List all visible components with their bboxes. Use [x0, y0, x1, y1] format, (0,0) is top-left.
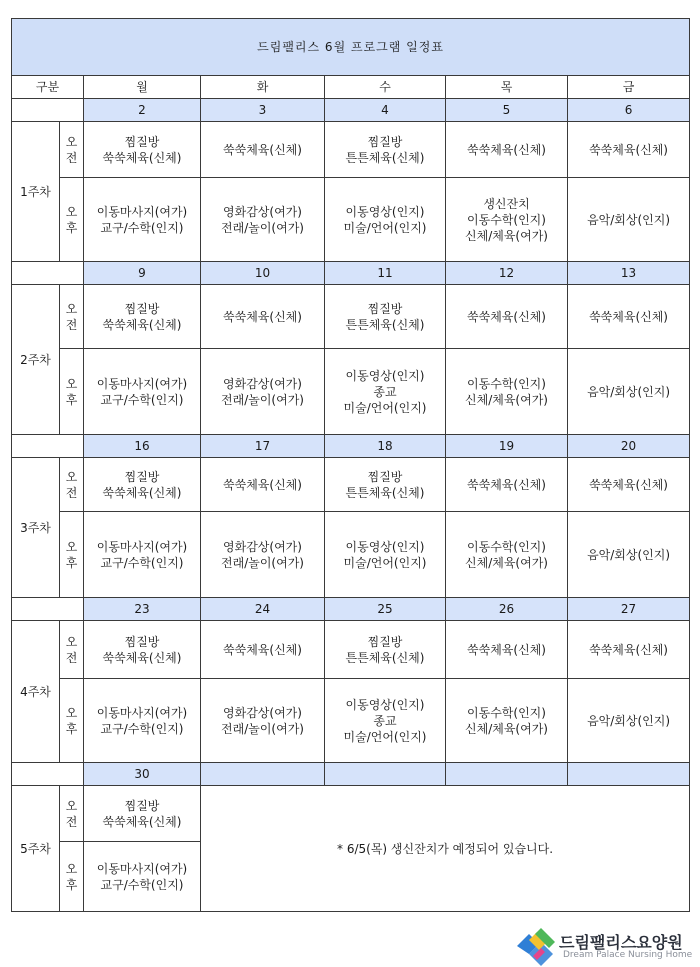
date-cell: 23 [84, 598, 201, 621]
program-cell-am-thu: 쑥쑥체육(신체) [446, 285, 568, 349]
program-cell-am-tue: 쑥쑥체육(신체) [201, 122, 325, 178]
program-cell-pm-mon: 이동마사지(여가) 교구/수학(인지) [84, 842, 201, 912]
program-cell-am-thu: 쑥쑥체육(신체) [446, 621, 568, 679]
program-cell-am-mon: 찜질방 쑥쑥체육(신체) [84, 621, 201, 679]
program-cell-am-fri: 쑥쑥체육(신체) [568, 122, 690, 178]
period-am-label: 오 전 [60, 458, 84, 512]
program-cell-pm-tue: 영화감상(여가) 전래/놀이(여가) [201, 178, 325, 262]
program-cell-am-mon: 찜질방 쑥쑥체육(신체) [84, 786, 201, 842]
period-am-label: 오 전 [60, 122, 84, 178]
date-cell: 4 [325, 99, 446, 122]
period-pm-label: 오 후 [60, 178, 84, 262]
header-day-mon: 월 [84, 76, 201, 99]
logo-mark-icon [515, 926, 557, 966]
program-cell-pm-mon: 이동마사지(여가) 교구/수학(인지) [84, 512, 201, 598]
week-label: 3주차 [12, 458, 60, 598]
date-row-spacer [12, 763, 84, 786]
program-cell-pm-wed: 이동영상(인지) 종교 미술/언어(인지) [325, 349, 446, 435]
header-day-thu: 목 [446, 76, 568, 99]
logo-name-ko: 드림팰리스요양원 [559, 933, 683, 952]
date-cell: 26 [446, 598, 568, 621]
week-label: 5주차 [12, 786, 60, 912]
program-cell-pm-mon: 이동마사지(여가) 교구/수학(인지) [84, 178, 201, 262]
program-cell-pm-thu: 이동수학(인지) 신체/체육(여가) [446, 679, 568, 763]
period-pm-label: 오 후 [60, 512, 84, 598]
program-cell-am-mon: 찜질방 쑥쑥체육(신체) [84, 285, 201, 349]
program-cell-am-tue: 쑥쑥체육(신체) [201, 458, 325, 512]
date-cell [446, 763, 568, 786]
date-cell [201, 763, 325, 786]
period-pm-label: 오 후 [60, 679, 84, 763]
program-cell-pm-fri: 음악/회상(인지) [568, 679, 690, 763]
week-label: 2주차 [12, 285, 60, 435]
date-cell: 25 [325, 598, 446, 621]
date-cell [325, 763, 446, 786]
program-cell-pm-thu: 이동수학(인지) 신체/체육(여가) [446, 512, 568, 598]
date-cell: 16 [84, 435, 201, 458]
program-cell-am-wed: 찜질방 튼튼체육(신체) [325, 122, 446, 178]
program-cell-pm-fri: 음악/회상(인지) [568, 512, 690, 598]
date-row-spacer [12, 598, 84, 621]
program-cell-pm-fri: 음악/회상(인지) [568, 349, 690, 435]
header-day-fri: 금 [568, 76, 690, 99]
schedule-note: * 6/5(목) 생신잔치가 예정되어 있습니다. [201, 786, 690, 912]
week-label: 1주차 [12, 122, 60, 262]
program-cell-pm-mon: 이동마사지(여가) 교구/수학(인지) [84, 679, 201, 763]
program-cell-am-mon: 찜질방 쑥쑥체육(신체) [84, 458, 201, 512]
program-cell-am-fri: 쑥쑥체육(신체) [568, 458, 690, 512]
period-am-label: 오 전 [60, 285, 84, 349]
program-cell-am-thu: 쑥쑥체육(신체) [446, 122, 568, 178]
program-cell-am-tue: 쑥쑥체육(신체) [201, 621, 325, 679]
program-cell-pm-mon: 이동마사지(여가) 교구/수학(인지) [84, 349, 201, 435]
date-cell: 11 [325, 262, 446, 285]
period-pm-label: 오 후 [60, 349, 84, 435]
date-row-spacer [12, 435, 84, 458]
program-cell-am-fri: 쑥쑥체육(신체) [568, 621, 690, 679]
program-cell-pm-wed: 이동영상(인지) 미술/언어(인지) [325, 178, 446, 262]
logo-name-en: Dream Palace Nursing Home [563, 950, 693, 960]
program-cell-pm-fri: 음악/회상(인지) [568, 178, 690, 262]
date-cell: 18 [325, 435, 446, 458]
date-cell: 24 [201, 598, 325, 621]
date-cell: 12 [446, 262, 568, 285]
header-category: 구분 [12, 76, 84, 99]
period-pm-label: 오 후 [60, 842, 84, 912]
header-day-wed: 수 [325, 76, 446, 99]
date-cell: 10 [201, 262, 325, 285]
date-cell: 3 [201, 99, 325, 122]
program-cell-pm-thu: 생신잔치 이동수학(인지) 신체/체육(여가) [446, 178, 568, 262]
date-cell: 19 [446, 435, 568, 458]
program-cell-am-wed: 찜질방 튼튼체육(신체) [325, 458, 446, 512]
program-cell-am-wed: 찜질방 튼튼체육(신체) [325, 621, 446, 679]
date-cell: 13 [568, 262, 690, 285]
program-cell-pm-tue: 영화감상(여가) 전래/놀이(여가) [201, 349, 325, 435]
program-cell-am-thu: 쑥쑥체육(신체) [446, 458, 568, 512]
program-cell-pm-tue: 영화감상(여가) 전래/놀이(여가) [201, 512, 325, 598]
date-cell: 20 [568, 435, 690, 458]
date-cell: 30 [84, 763, 201, 786]
schedule-table [11, 18, 690, 912]
date-cell: 17 [201, 435, 325, 458]
header-day-tue: 화 [201, 76, 325, 99]
date-row-spacer [12, 262, 84, 285]
date-cell: 9 [84, 262, 201, 285]
week-label: 4주차 [12, 621, 60, 763]
date-cell: 2 [84, 99, 201, 122]
program-cell-am-tue: 쑥쑥체육(신체) [201, 285, 325, 349]
program-cell-am-wed: 찜질방 튼튼체육(신체) [325, 285, 446, 349]
period-am-label: 오 전 [60, 621, 84, 679]
logo [515, 924, 695, 964]
program-cell-am-fri: 쑥쑥체육(신체) [568, 285, 690, 349]
program-cell-pm-thu: 이동수학(인지) 신체/체육(여가) [446, 349, 568, 435]
date-cell [568, 763, 690, 786]
date-cell: 5 [446, 99, 568, 122]
program-cell-pm-wed: 이동영상(인지) 종교 미술/언어(인지) [325, 679, 446, 763]
date-cell: 6 [568, 99, 690, 122]
date-cell: 27 [568, 598, 690, 621]
program-cell-am-mon: 찜질방 쑥쑥체육(신체) [84, 122, 201, 178]
period-am-label: 오 전 [60, 786, 84, 842]
program-cell-pm-tue: 영화감상(여가) 전래/놀이(여가) [201, 679, 325, 763]
page-title: 드림팰리스 6월 프로그램 일정표 [12, 19, 690, 76]
date-row-spacer [12, 99, 84, 122]
program-cell-pm-wed: 이동영상(인지) 미술/언어(인지) [325, 512, 446, 598]
